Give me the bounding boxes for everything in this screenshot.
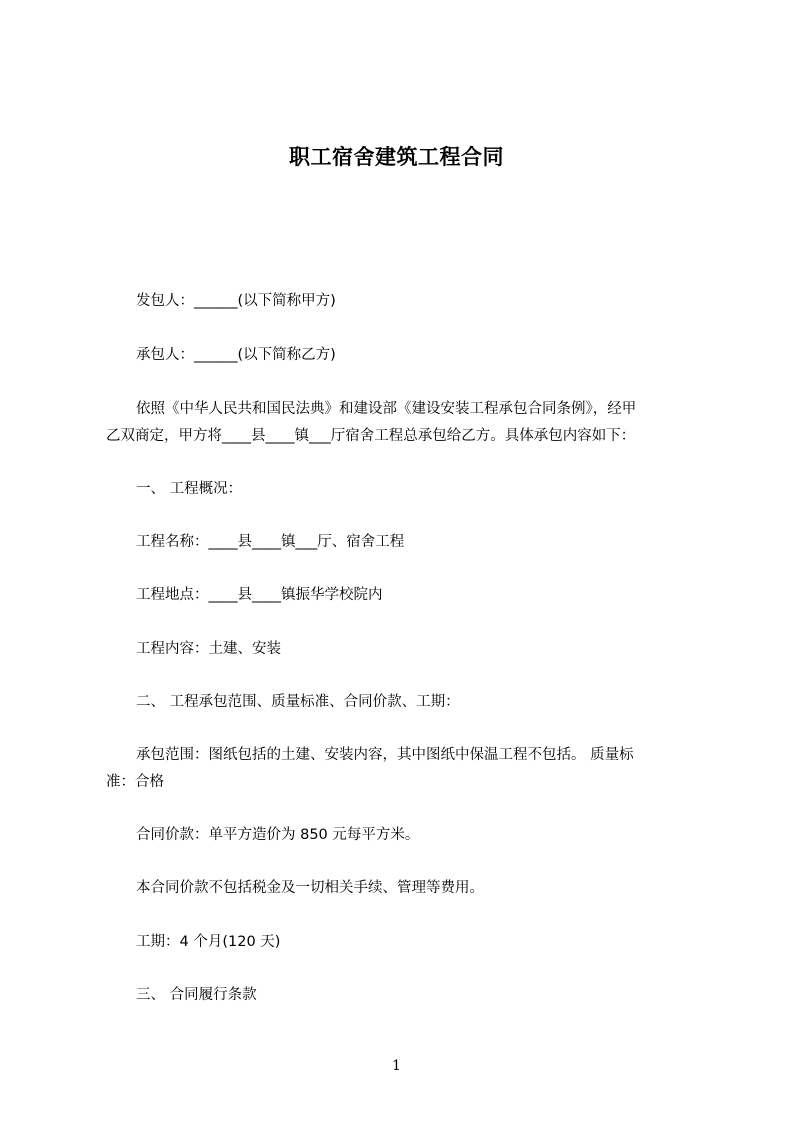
project-content-line: 工程内容：土建、安装 bbox=[136, 641, 281, 657]
basis-paragraph-line-1: 依照《中华人民共和国民法典》和建设部《建设安装工程承包合同条例》，经甲 bbox=[136, 401, 637, 417]
contract-price-line: 合同价款：单平方造价为 850 元每平方米。 bbox=[136, 827, 420, 843]
page-number: 1 bbox=[392, 1058, 401, 1074]
document-title: 职工宿舍建筑工程合同 bbox=[289, 145, 504, 169]
employer-line: 发包人：______(以下简称甲方) bbox=[136, 293, 336, 309]
project-location-line: 工程地点：____县____镇振华学校院内 bbox=[136, 587, 383, 603]
scope-paragraph-line-1: 承包范围：图纸包括的土建、安装内容，其中图纸中保温工程不包括。 质量标 bbox=[136, 747, 634, 763]
section-2-heading: 二、 工程承包范围、质量标准、合同价款、工期： bbox=[136, 694, 460, 710]
contractor-line: 承包人：______(以下简称乙方) bbox=[136, 347, 336, 363]
duration-line: 工期：4 个月(120 天) bbox=[136, 934, 281, 950]
scope-paragraph-line-2: 准：合格 bbox=[106, 774, 164, 790]
price-exclusion-line: 本合同价款不包括税金及一切相关手续、管理等费用。 bbox=[136, 880, 484, 896]
basis-paragraph-line-2: 乙双商定，甲方将____县____镇___厅宿舍工程总承包给乙方。具体承包内容如下： bbox=[106, 428, 636, 444]
section-1-heading: 一、 工程概况： bbox=[136, 481, 243, 497]
section-3-heading: 三、 合同履行条款 bbox=[136, 987, 257, 1003]
project-name-line: 工程名称：____县____镇___厅、宿舍工程 bbox=[136, 534, 405, 550]
